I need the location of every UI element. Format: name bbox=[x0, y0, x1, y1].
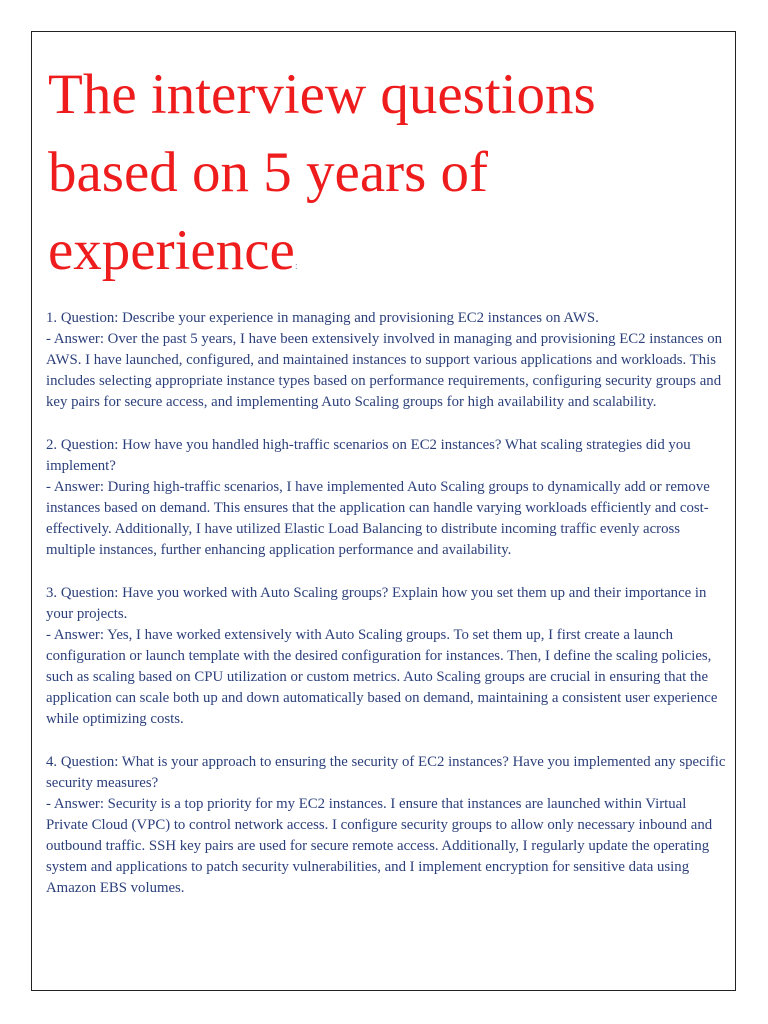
answer-line bbox=[46, 329, 726, 413]
question-text: How have you handled high-traffic scenarios on EC2 instances? What scaling strategies did you implement? bbox=[46, 437, 691, 474]
answer-dash: - bbox=[46, 331, 51, 347]
answer-line bbox=[46, 477, 726, 561]
answer-text: Security is a top priority for my EC2 instances. I ensure that instances are launched within Virtual Private Cloud (VPC) to control network access. I configure security groups to allow only necessary inbound and outbound traffic. SSH key pairs are used for secure remote access. Additionally, I regularly update the operating system and applications to patch security vulnerabilities, and I implement encryption for sensitive data using Amazon EBS volumes. bbox=[46, 796, 713, 896]
answer-line bbox=[46, 625, 726, 730]
answer-label: Answer: bbox=[53, 627, 104, 643]
answer-text: During high-traffic scenarios, I have implemented Auto Scaling groups to dynamically add or remove instances based on demand. This ensures that the application can handle varying workloads efficiently and cost-effectively. Additionally, I have utilized Elastic Load Balancing to distribute incoming traffic evenly across multiple instances, further enhancing application performance and availability. bbox=[46, 479, 710, 558]
page-title bbox=[48, 56, 688, 305]
answer-label: Answer: bbox=[53, 796, 104, 812]
question-number: 2. bbox=[46, 437, 58, 453]
question-text: What is your approach to ensuring the security of EC2 instances? Have you implemented any specific security measures? bbox=[46, 754, 726, 791]
question-label: Question: bbox=[60, 585, 119, 601]
question-line bbox=[46, 308, 726, 329]
document-page bbox=[31, 31, 736, 991]
answer-line bbox=[46, 794, 726, 899]
question-number: 4. bbox=[46, 754, 58, 770]
question-label: Question: bbox=[60, 310, 119, 326]
qa-item-4 bbox=[46, 752, 726, 899]
answer-label: Answer: bbox=[53, 479, 104, 495]
title-colon: : bbox=[294, 260, 298, 272]
qa-item-1 bbox=[46, 308, 726, 413]
answer-dash: - bbox=[46, 796, 51, 812]
title-text: The interview questions based on 5 years of experience bbox=[48, 63, 596, 282]
question-text: Describe your experience in managing and provisioning EC2 instances on AWS. bbox=[122, 310, 599, 326]
question-label: Question: bbox=[60, 754, 119, 770]
qa-list bbox=[46, 308, 726, 921]
question-label: Question: bbox=[60, 437, 119, 453]
question-text: Have you worked with Auto Scaling groups? Explain how you set them up and their importance in your projects. bbox=[46, 585, 707, 622]
answer-text: Yes, I have worked extensively with Auto Scaling groups. To set them up, I first create a launch configuration or launch template with the desired configuration for instances. Then, I define the scaling policies, such as scaling based on CPU utilization or custom metrics. Auto Scaling groups are crucial in ensuring that the application can scale both up and down automatically based on demand, maintaining a consistent user experience while optimizing costs. bbox=[46, 627, 718, 727]
answer-text: Over the past 5 years, I have been extensively involved in managing and provisioning EC2 instances on AWS. I have launched, configured, and maintained instances to support various applications and workloads. This includes selecting appropriate instance types based on performance requirements, configuring security groups and key pairs for secure access, and implementing Auto Scaling groups for high availability and scalability. bbox=[46, 331, 723, 410]
question-line bbox=[46, 752, 726, 794]
answer-label: Answer: bbox=[53, 331, 104, 347]
question-number: 1. bbox=[46, 310, 58, 326]
qa-item-3 bbox=[46, 583, 726, 730]
qa-item-2 bbox=[46, 435, 726, 561]
question-line bbox=[46, 435, 726, 477]
answer-dash: - bbox=[46, 479, 51, 495]
question-line bbox=[46, 583, 726, 625]
question-number: 3. bbox=[46, 585, 58, 601]
answer-dash: - bbox=[46, 627, 51, 643]
